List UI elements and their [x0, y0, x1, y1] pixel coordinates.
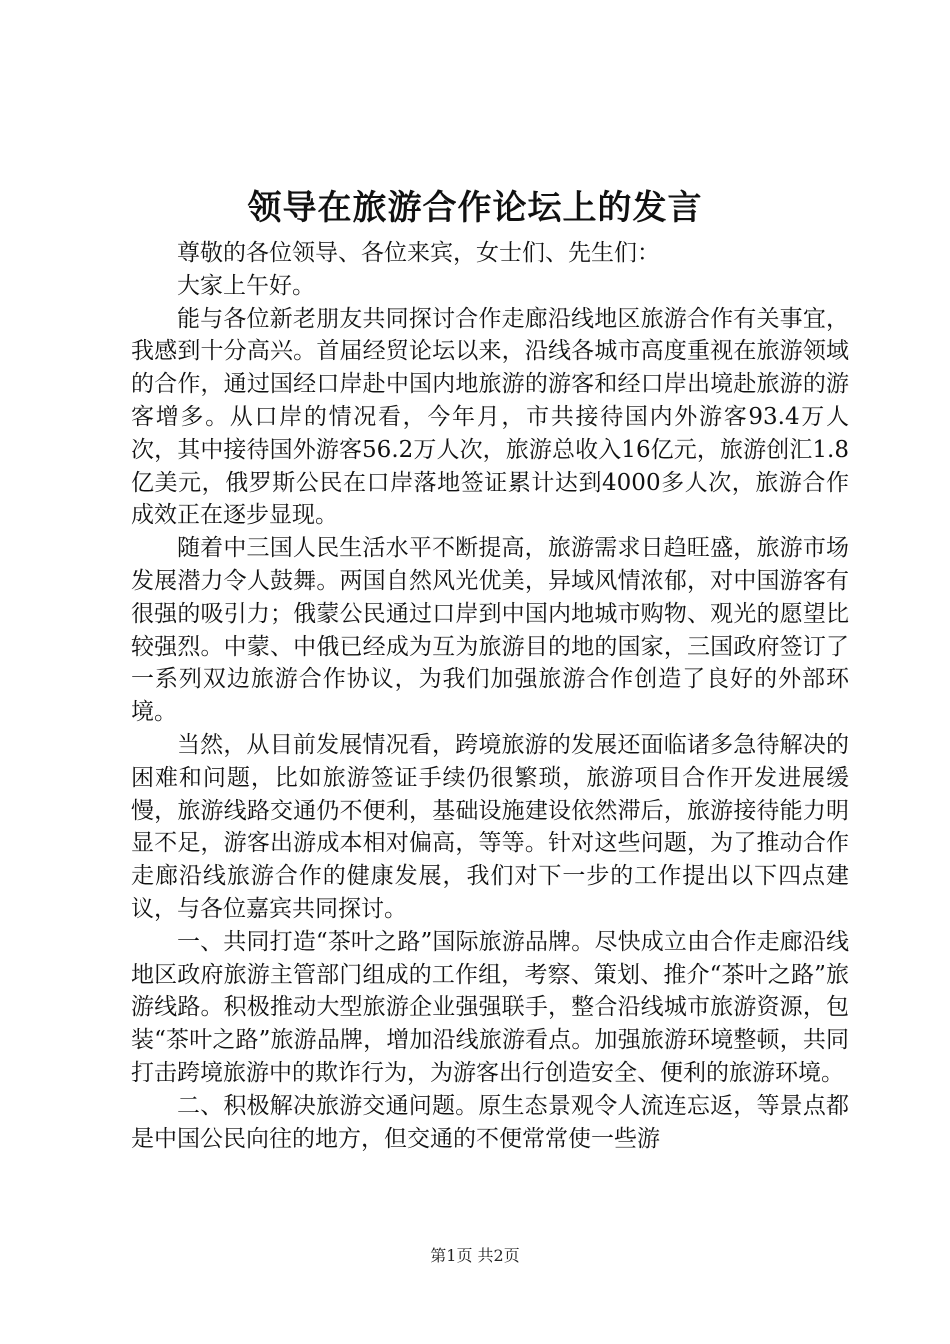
- body-paragraph: 二、积极解决旅游交通问题。原生态景观令人流连忘返，等景点都是中国公民向往的地方，但交通的不便常常使一些游: [131, 1092, 849, 1152]
- body-paragraph: 能与各位新老朋友共同探讨合作走廊沿线地区旅游合作有关事宜，我感到十分高兴。首届经贸论坛以来，沿线各城市高度重视在旅游领域的合作，通过国经口岸赴中国内地旅游的游客和经口岸出境赴旅游的游客增多。从口岸的情况看，今年月，市共接待国内外游客93.4万人次，其中接待国外游客56.2万人次，旅游总收入16亿元，旅游创汇1.8亿美元，俄罗斯公民在口岸落地签证累计达到4000多人次，旅游合作成效正在逐步显现。: [131, 305, 849, 529]
- salutation-paragraph: 尊敬的各位领导、各位来宾，女士们、先生们：: [177, 240, 660, 266]
- body-paragraph: 当然，从目前发展情况看，跨境旅游的发展还面临诸多急待解决的困难和问题，比如旅游签证手续仍很繁琐，旅游项目合作开发进展缓慢，旅游线路交通仍不便利，基础设施建设依然滞后，旅游接待能力明显不足，游客出游成本相对偏高，等等。针对这些问题，为了推动合作走廊沿线旅游合作的健康发展，我们对下一步的工作提出以下四点建议，与各位嘉宾共同探讨。: [131, 731, 849, 922]
- page-number-footer: 第1页 共2页: [430, 1246, 520, 1265]
- body-paragraph: 一、共同打造“茶叶之路”国际旅游品牌。尽快成立由合作走廊沿线地区政府旅游主管部门组成的工作组，考察、策划、推介“茶叶之路”旅游线路。积极推动大型旅游企业强强联手，整合沿线城市旅游资源，包装“茶叶之路”旅游品牌，增加沿线旅游看点。加强旅游环境整顿，共同打击跨境旅游中的欺诈行为，为游客出行创造安全、便利的旅游环境。: [131, 928, 849, 1086]
- document-body: [131, 237, 849, 1155]
- document-title: 领导在旅游合作论坛上的发言: [247, 188, 703, 228]
- body-paragraph: 随着中三国人民生活水平不断提高，旅游需求日趋旺盛，旅游市场发展潜力令人鼓舞。两国自然风光优美，异域风情浓郁，对中国游客有很强的吸引力；俄蒙公民通过口岸到中国内地城市购物、观光的愿望比较强烈。中蒙、中俄已经成为互为旅游目的地的国家，三国政府签订了一系列双边旅游合作协议，为我们加强旅游合作创造了良好的外部环境。: [131, 535, 849, 726]
- greeting-paragraph: 大家上午好。: [177, 272, 315, 299]
